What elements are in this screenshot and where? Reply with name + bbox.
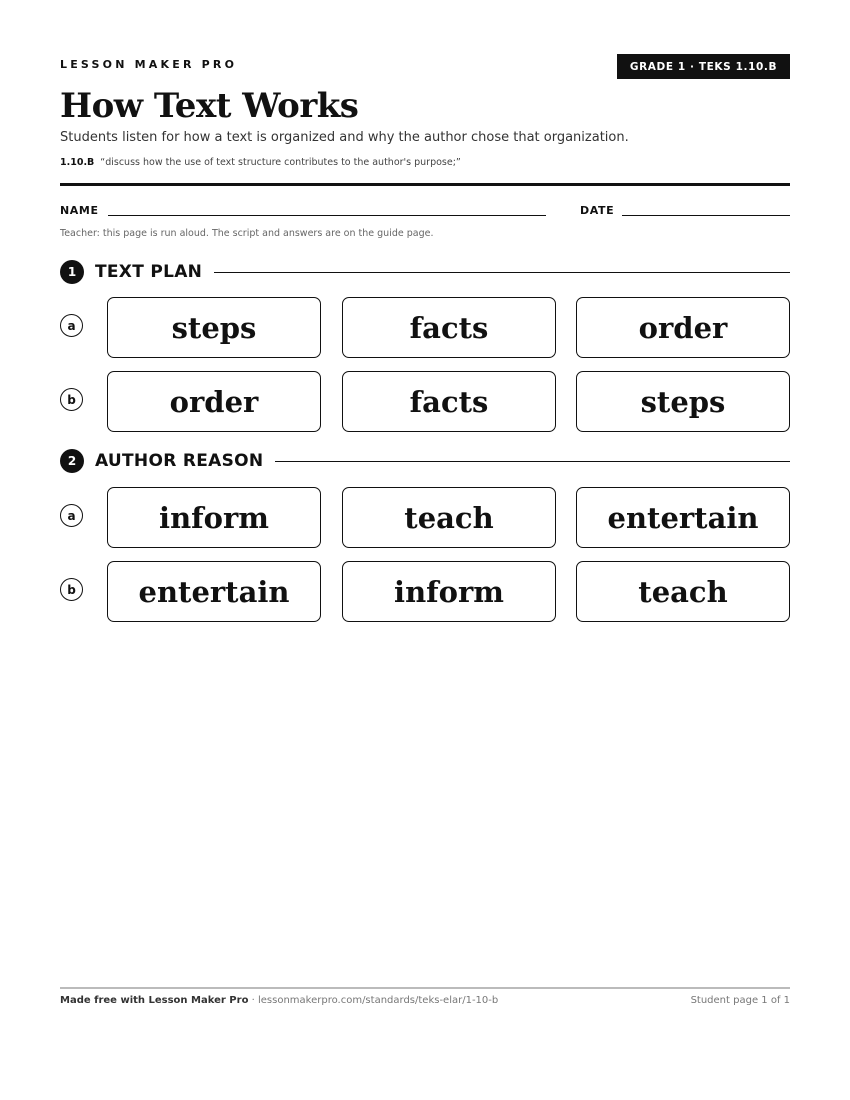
word-choice-box[interactable]: order (107, 371, 321, 432)
section-title: AUTHOR REASON (95, 451, 264, 471)
answer-row-2a (60, 487, 790, 549)
word-choice-box[interactable]: order (576, 297, 790, 358)
section-text-plan (60, 260, 790, 284)
word-choice-box[interactable]: steps (107, 297, 321, 358)
section-rule (275, 461, 790, 462)
word-choice-box[interactable]: inform (107, 487, 321, 548)
answer-row-2b (60, 561, 790, 623)
standard-code: 1.10.B (60, 157, 95, 168)
word-choice-box[interactable]: entertain (107, 561, 321, 622)
date-label: DATE (580, 204, 615, 217)
word-choice-box[interactable]: teach (342, 487, 556, 548)
word-choice-box[interactable]: inform (342, 561, 556, 622)
word-choice-box[interactable]: steps (576, 371, 790, 432)
footer-divider (60, 987, 790, 989)
grade-badge: GRADE 1 · TEKS 1.10.B (617, 54, 790, 79)
section-number-badge: 1 (60, 260, 84, 284)
footer-url: · lessonmakerpro.com/standards/teks-elar/1-10-b (248, 995, 499, 1006)
row-letter-badge: b (60, 578, 83, 601)
teacher-note: Teacher: this page is run aloud. The script and answers are on the guide page. (60, 228, 434, 239)
standard-text: “discuss how the use of text structure contributes to the author's purpose;” (100, 157, 461, 168)
row-letter-badge: a (60, 314, 83, 337)
answer-row-1a (60, 297, 790, 359)
page-subtitle: Students listen for how a text is organized and why the author chose that organization. (60, 130, 629, 145)
row-letter-badge: a (60, 504, 83, 527)
brand-name: LESSON MAKER PRO (60, 58, 238, 71)
section-title: TEXT PLAN (95, 262, 203, 282)
standard-line (60, 157, 461, 168)
footer-made-by: Made free with Lesson Maker Pro (60, 995, 249, 1006)
header-divider (60, 183, 790, 186)
row-letter-badge: b (60, 388, 83, 411)
section-rule (214, 272, 790, 273)
word-choice-box[interactable]: facts (342, 371, 556, 432)
section-author-reason (60, 449, 790, 473)
answer-row-1b (60, 371, 790, 433)
word-choice-box[interactable]: facts (342, 297, 556, 358)
section-number-badge: 2 (60, 449, 84, 473)
footer-credit (60, 995, 498, 1006)
footer-page-number: Student page 1 of 1 (690, 995, 790, 1006)
date-field[interactable] (622, 215, 790, 216)
word-choice-box[interactable]: entertain (576, 487, 790, 548)
page-title: How Text Works (60, 86, 359, 126)
name-label: NAME (60, 204, 99, 217)
word-choice-box[interactable]: teach (576, 561, 790, 622)
name-field[interactable] (108, 215, 546, 216)
